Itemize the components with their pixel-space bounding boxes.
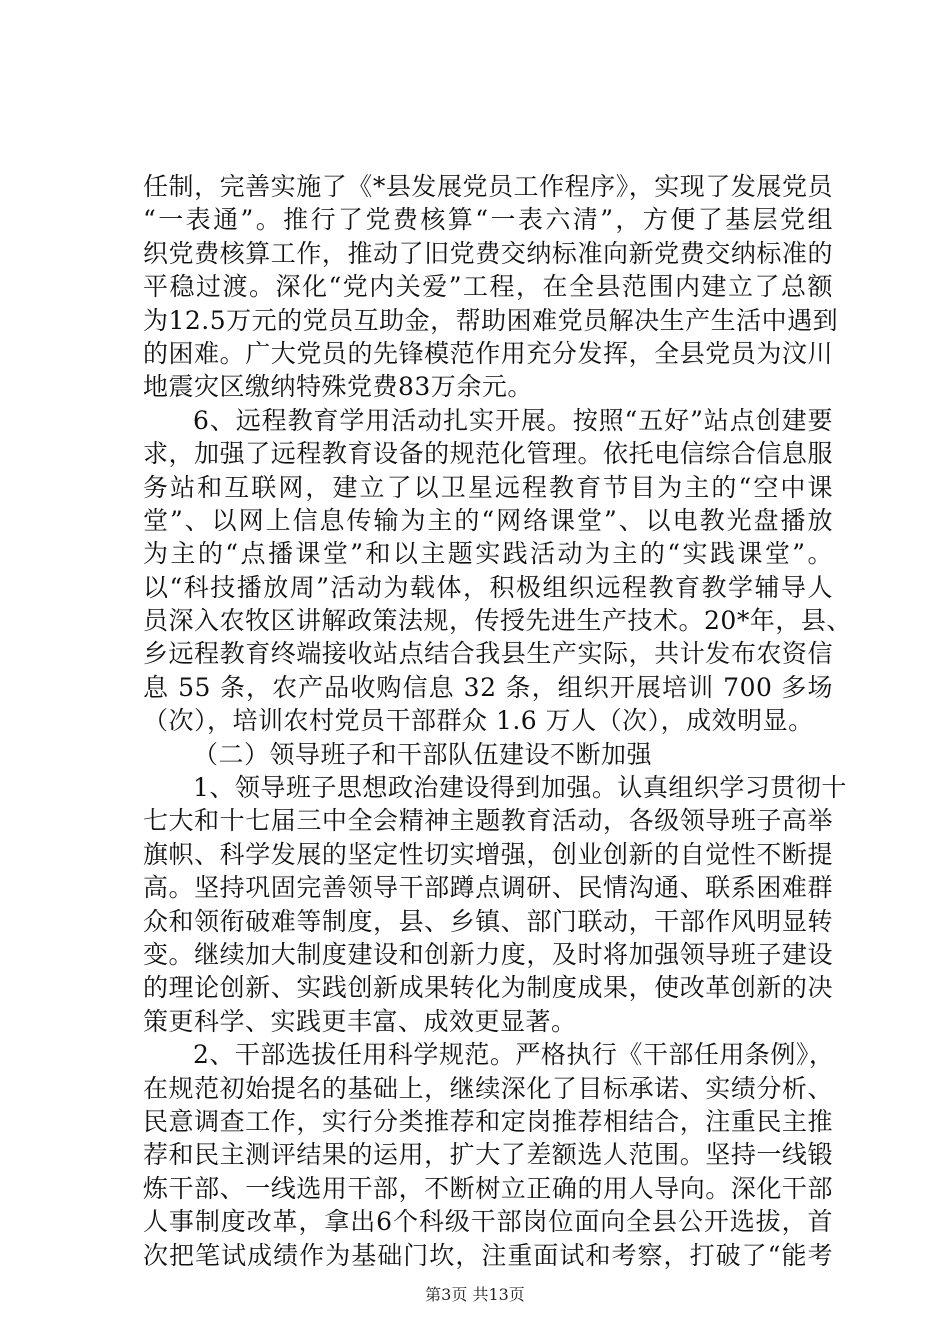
text-line: 高。坚持巩固完善领导干部蹲点调研、民情沟通、联系困难群 — [143, 873, 833, 903]
text-line: 平稳过渡。深化“党内关爱”工程，在全县范围内建立了总额 — [143, 272, 833, 302]
text-line: 人事制度改革，拿出6个科级干部岗位面向全县公开选拔，首 — [143, 1207, 833, 1237]
text-line: 堂”、以网上信息传输为主的“网络课堂”、以电教光盘播放 — [143, 505, 833, 535]
paragraph-start-line: 1、领导班子思想政治建设得到加强。认真组织学习贯彻十 — [193, 773, 847, 803]
section-heading: （二）领导班子和干部队伍建设不断加强 — [193, 739, 653, 769]
text-line: 变。继续加大制度建设和创新力度，及时将加强领导班子建设 — [143, 939, 833, 969]
text-line: 七大和十七届三中全会精神主题教育活动，各级领导班子高举 — [143, 806, 833, 836]
text-line: 求，加强了远程教育设备的规范化管理。依托电信综合信息服 — [143, 439, 833, 469]
text-line: 员深入农牧区讲解政策法规，传授先进生产技术。20*年，县、 — [143, 606, 852, 636]
text-line: 炼干部、一线选用干部，不断树立正确的用人导向。深化干部 — [143, 1173, 833, 1203]
text-line: 在规范初始提名的基础上，继续深化了目标承诺、实绩分析、 — [143, 1073, 833, 1103]
text-line: 乡远程教育终端接收站点结合我县生产实际，共计发布农资信 — [143, 639, 833, 669]
page-number: 第3页 共13页 — [425, 1285, 525, 1304]
text-line: “一表通”。推行了党费核算“一表六清”，方便了基层党组 — [143, 205, 833, 235]
text-line: 为主的“点播课堂”和以主题实践活动为主的“实践课堂”。 — [143, 539, 833, 569]
text-line: 织党费核算工作，推动了旧党费交纳标准向新党费交纳标准的 — [143, 238, 833, 268]
text-line: 的困难。广大党员的先锋模范作用充分发挥，全县党员为汶川 — [143, 338, 833, 368]
text-line: 务站和互联网，建立了以卫星远程教育节目为主的“空中课 — [143, 472, 833, 502]
text-line: 旗帜、科学发展的坚定性切实增强，创业创新的自觉性不断提 — [143, 839, 833, 869]
paragraph-start-line: 6、远程教育学用活动扎实开展。按照“五好”站点创建要 — [193, 405, 833, 435]
text-line: 次把笔试成绩作为基础门坎，注重面试和考察，打破了“能考 — [143, 1240, 833, 1270]
text-line: 的理论创新、实践创新成果转化为制度成果，使改革创新的决 — [143, 973, 833, 1003]
text-line: （次），培训农村党员干部群众 1.6 万人（次），成效明显。 — [143, 706, 814, 736]
page-footer — [0, 1282, 950, 1305]
document-body — [143, 170, 852, 1272]
text-line: 为12.5万元的党员互助金，帮助困难党员解决生产生活中遇到 — [143, 305, 839, 335]
text-line: 任制，完善实施了《*县发展党员工作程序》，实现了发展党员 — [143, 172, 833, 201]
text-line: 荐和民主测评结果的运用，扩大了差额选人范围。坚持一线锻 — [143, 1140, 833, 1170]
text-line: 策更科学、实践更丰富、成效更显著。 — [143, 1006, 577, 1036]
text-line: 息 55 条，农产品收购信息 32 条，组织开展培训 700 多场 — [143, 672, 833, 702]
paragraph-start-line: 2、干部选拔任用科学规范。严格执行《干部任用条例》， — [193, 1040, 835, 1070]
text-line: 地震灾区缴纳特殊党费83万余元。 — [143, 372, 533, 402]
text-line: 民意调查工作，实行分类推荐和定岗推荐相结合，注重民主推 — [143, 1106, 833, 1136]
text-line: 众和领衔破难等制度，县、乡镇、部门联动，干部作风明显转 — [143, 906, 833, 936]
text-line: 以“科技播放周”活动为载体，积极组织远程教育教学辅导人 — [143, 572, 833, 602]
